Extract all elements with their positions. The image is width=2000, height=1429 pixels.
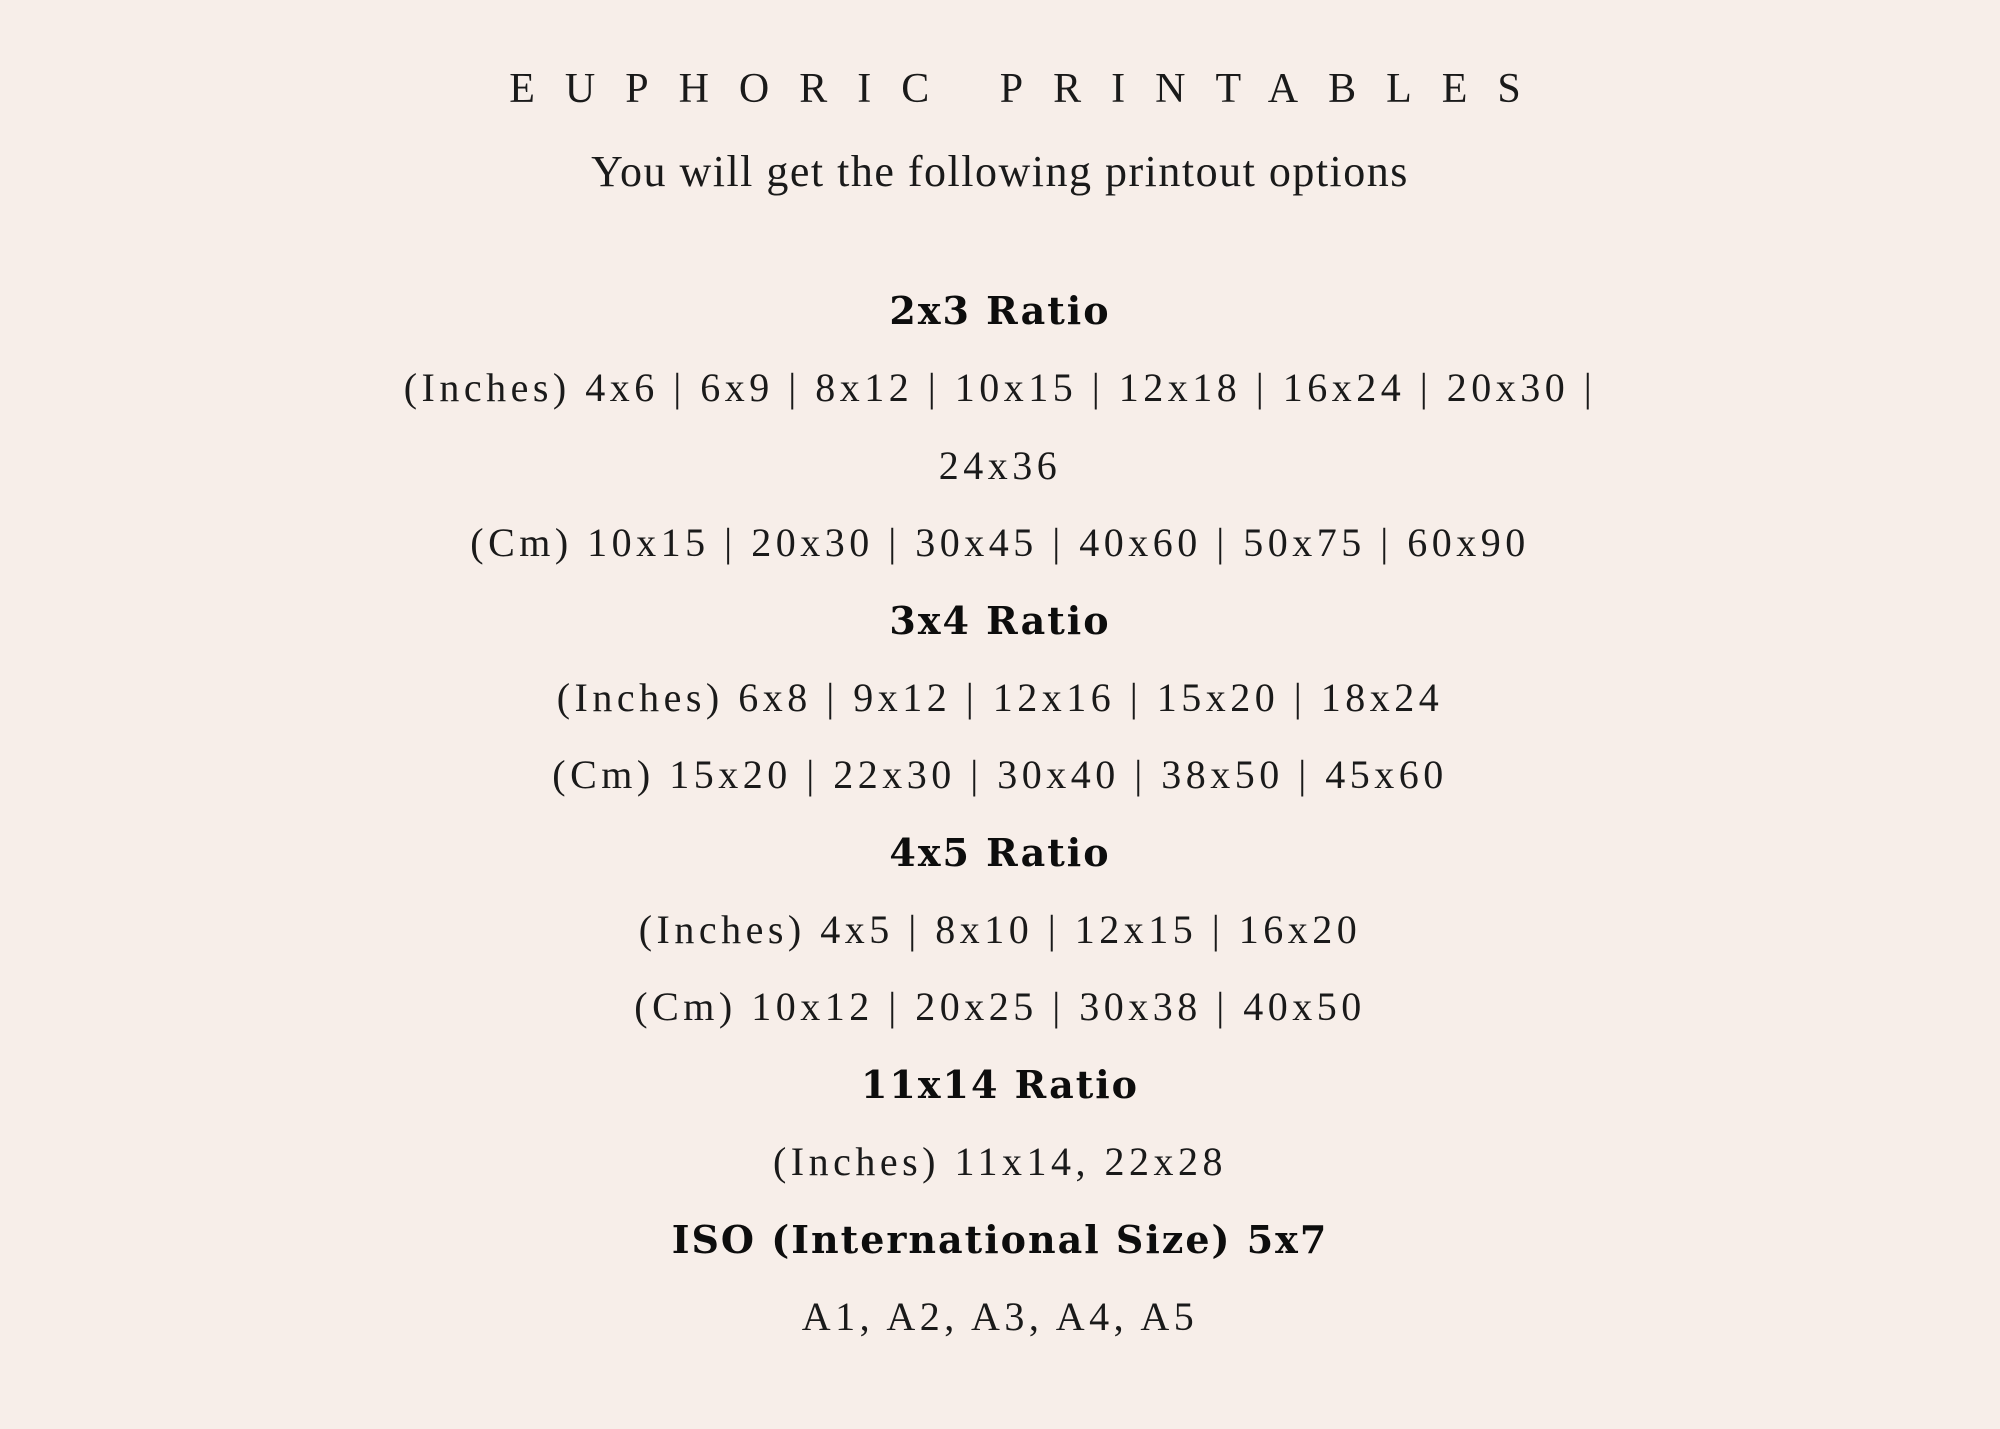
section-heading-2x3: 2x3 Ratio (889, 288, 1111, 333)
section-heading-4x5: 4x5 Ratio (889, 830, 1111, 875)
page-subtitle: You will get the following printout options (591, 147, 1409, 196)
size-list-2x3-inches-cont: 24x36 (938, 443, 1062, 488)
section-heading-iso: ISO (International Size) 5x7 (671, 1217, 1329, 1262)
size-list-11x14-inches: (Inches) 11x14, 22x28 (772, 1139, 1228, 1184)
section-heading-11x14: 11x14 Ratio (860, 1062, 1140, 1107)
size-list-4x5-cm: (Cm) 10x12 | 20x25 | 30x38 | 40x50 (634, 984, 1366, 1029)
size-list-2x3-inches: (Inches) 4x6 | 6x9 | 8x12 | 10x15 | 12x18 | 16x24 | 20x30 | (403, 365, 1597, 410)
size-list-2x3-cm: (Cm) 10x15 | 20x30 | 30x45 | 40x60 | 50x75 | 60x90 (470, 520, 1530, 565)
size-list-4x5-inches: (Inches) 4x5 | 8x10 | 12x15 | 16x20 (638, 907, 1362, 952)
brand-title: EUPHORIC PRINTABLES (509, 66, 1551, 112)
size-list-iso: A1, A2, A3, A4, A5 (801, 1294, 1199, 1339)
section-heading-3x4: 3x4 Ratio (889, 598, 1111, 643)
size-list-3x4-inches: (Inches) 6x8 | 9x12 | 12x16 | 15x20 | 18x24 (556, 675, 1444, 720)
size-list-3x4-cm: (Cm) 15x20 | 22x30 | 30x40 | 38x50 | 45x60 (552, 752, 1448, 797)
